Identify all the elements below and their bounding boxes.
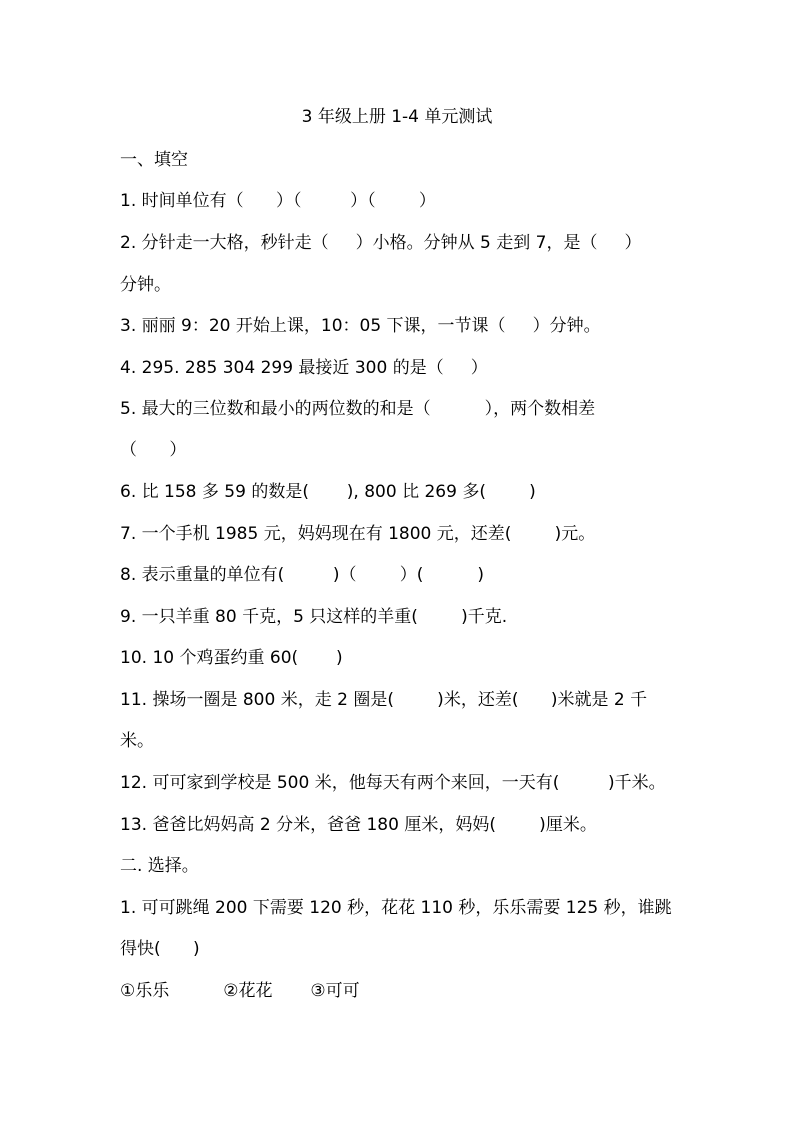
section-heading-choice: 二. 选择。 (120, 856, 199, 876)
question-line: 3. 丽丽 9：20 开始上课，10：05 下课，一节课（ ）分钟。 (120, 316, 601, 336)
question-line: （ ） (120, 440, 187, 460)
section-heading-fill-blanks: 一、填空 (120, 150, 188, 170)
question-line: 9. 一只羊重 80 千克，5 只这样的羊重( )千克. (120, 607, 508, 627)
question-line: 5. 最大的三位数和最小的两位数的和是（ ），两个数相差 (120, 399, 596, 419)
question-line: 8. 表示重量的单位有( )（ ）( ) (120, 565, 485, 585)
question-line: 6. 比 158 多 59 的数是( ), 800 比 269 多( ) (120, 482, 536, 502)
question-line: 1. 时间单位有（ ）（ ）（ ） (120, 191, 436, 211)
question-line: 13. 爸爸比妈妈高 2 分米，爸爸 180 厘米，妈妈( )厘米。 (120, 815, 597, 835)
question-line: 得快( ) (120, 939, 200, 959)
question-line: 7. 一个手机 1985 元，妈妈现在有 1800 元，还差( )元。 (120, 524, 596, 544)
question-line: 米。 (120, 731, 154, 751)
question-line: 10. 10 个鸡蛋约重 60( ) (120, 648, 343, 668)
document-title: 3 年级上册 1-4 单元测试 (301, 107, 493, 127)
question-line: 1. 可可跳绳 200 下需要 120 秒，花花 110 秒，乐乐需要 125 秒，谁跳 (120, 898, 672, 918)
question-line: 12. 可可家到学校是 500 米，他每天有两个来回，一天有( )千米。 (120, 773, 666, 793)
question-line: 2. 分针走一大格，秒针走（ ）小格。分钟从 5 走到 7，是（ ） (120, 233, 642, 253)
question-line: 4. 295. 285 304 299 最接近 300 的是（ ） (120, 358, 488, 378)
question-line: 11. 操场一圈是 800 米，走 2 圈是( )米，还差( )米就是 2 千 (120, 690, 648, 710)
question-line: 分钟。 (120, 275, 171, 295)
answer-options: ①乐乐 ②花花 ③可可 (120, 981, 360, 1001)
